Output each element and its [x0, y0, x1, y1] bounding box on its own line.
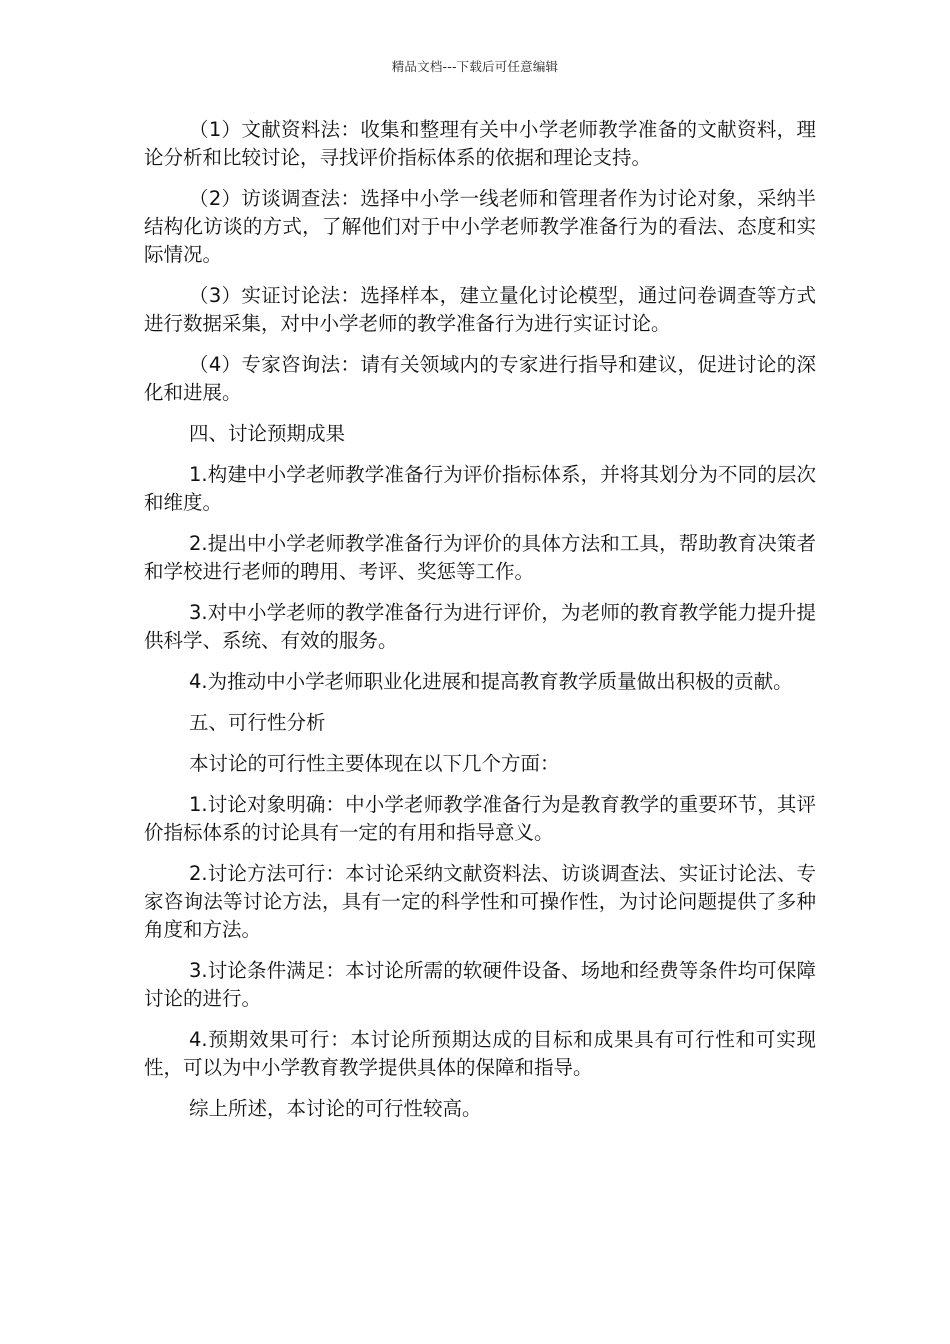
paragraph-feasibility-1: 1.讨论对象明确：中小学老师教学准备行为是教育教学的重要环节，其评价指标体系的讨论具有一定的有用和指导意义。	[144, 793, 816, 844]
paragraph-result-4: 4.为推动中小学老师职业化进展和提高教育教学质量做出积极的贡献。	[189, 670, 793, 693]
paragraph-result-1: 1.构建中小学老师教学准备行为评价指标体系，并将其划分为不同的层次和维度。	[144, 463, 816, 514]
paragraph-method-expert: （4）专家咨询法：请有关领域内的专家进行指导和建议，促进讨论的深化和进展。	[144, 353, 816, 404]
paragraph-feasibility-2: 2.讨论方法可行：本讨论采纳文献资料法、访谈调查法、实证讨论法、专家咨询法等讨论方法，具有一定的科学性和可操作性，为讨论问题提供了多种角度和方法。	[144, 862, 816, 941]
paragraph-result-3: 3.对中小学老师的教学准备行为进行评价，为老师的教育教学能力提升提供科学、系统、有效的服务。	[144, 601, 816, 652]
section-heading-expected-results: 四、讨论预期成果	[189, 422, 346, 445]
paragraph-feasibility-4: 4.预期效果可行：本讨论所预期达成的目标和成果具有可行性和可实现性，可以为中小学教育教学提供具体的保障和指导。	[144, 1028, 816, 1079]
section-heading-feasibility: 五、可行性分析	[189, 711, 326, 734]
document-body	[144, 116, 816, 1136]
paragraph-result-2: 2.提出中小学老师教学准备行为评价的具体方法和工具，帮助教育决策者和学校进行老师的聘用、考评、奖惩等工作。	[144, 532, 816, 583]
page-header: 精品文档---下载后可任意编辑	[391, 59, 559, 74]
paragraph-method-interview: （2）访谈调查法：选择中小学一线老师和管理者作为讨论对象，采纳半结构化访谈的方式，了解他们对于中小学老师教学准备行为的看法、态度和实际情况。	[144, 187, 816, 266]
paragraph-feasibility-intro: 本讨论的可行性主要体现在以下几个方面：	[189, 752, 560, 775]
paragraph-method-literature: （1）文献资料法：收集和整理有关中小学老师教学准备的文献资料，理论分析和比较讨论，寻找评价指标体系的依据和理论支持。	[144, 118, 816, 169]
paragraph-conclusion: 综上所述，本讨论的可行性较高。	[189, 1097, 482, 1120]
paragraph-feasibility-3: 3.讨论条件满足：本讨论所需的软硬件设备、场地和经费等条件均可保障讨论的进行。	[144, 959, 816, 1010]
paragraph-method-empirical: （3）实证讨论法：选择样本，建立量化讨论模型，通过问卷调查等方式进行数据采集，对中小学老师的教学准备行为进行实证讨论。	[144, 284, 816, 335]
